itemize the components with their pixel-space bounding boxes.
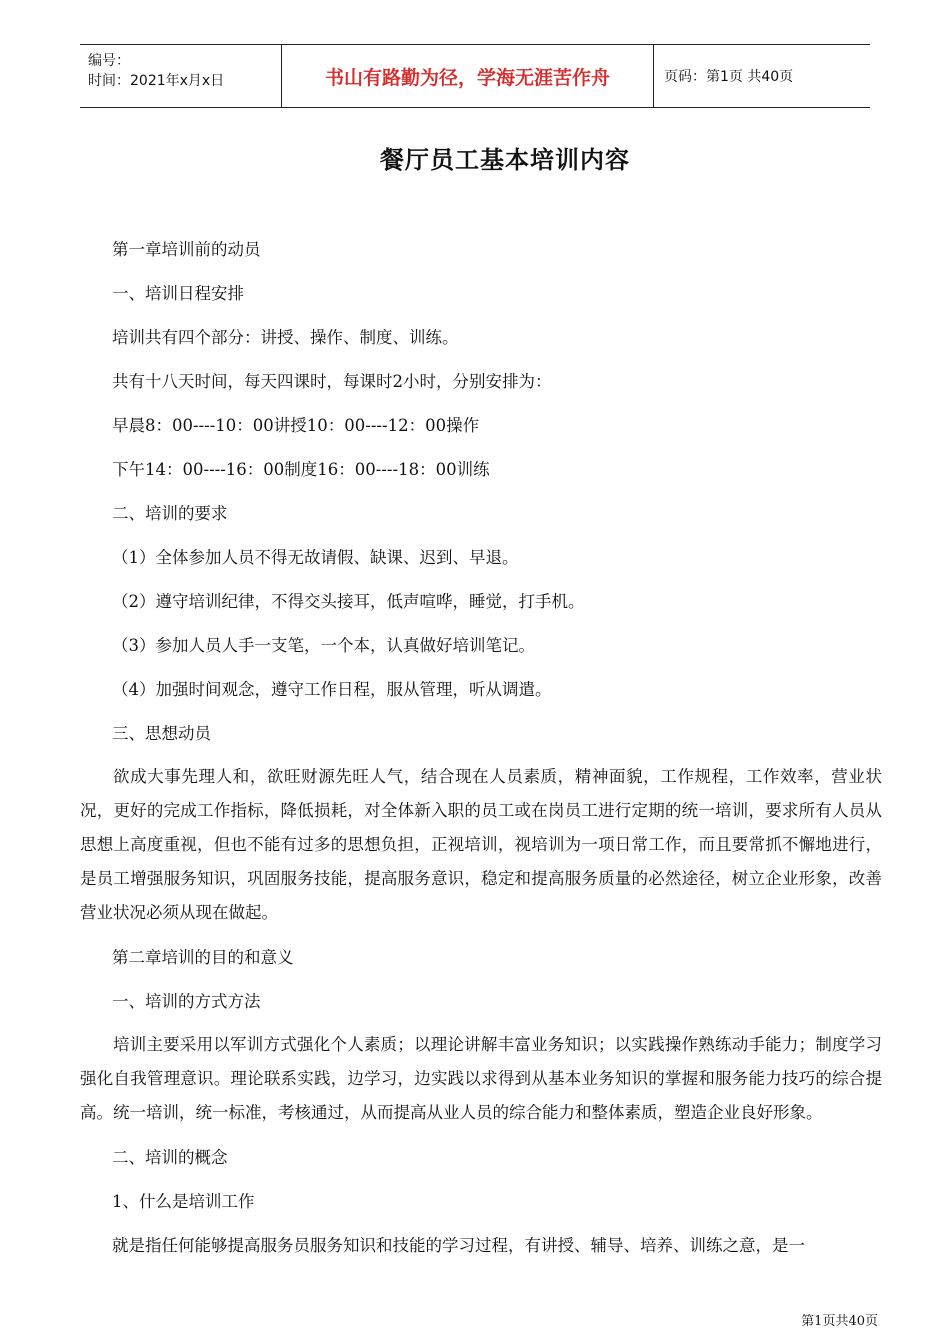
list-item: （1）全体参加人员不得无故请假、缺课、迟到、早退。 <box>112 548 519 567</box>
section-heading: 一、培训的方式方法 <box>112 992 261 1011</box>
body-line: 就是指任何能够提高服务员服务知识和技能的学习过程，有讲授、辅导、培养、训练之意，是一 <box>112 1236 805 1255</box>
paragraph: 培训主要采用以军训方式强化个人素质；以理论讲解丰富业务知识；以实践操作熟练动手能力；制度学习强化自我管理意识。理论联系实践，边学习，边实践以求得到从基本业务知识的掌握和服务能力技巧的综合提高。统一培训，统一标准，考核通过，从而提高从业人员的综合能力和整体素质，塑造企业良好形象。 <box>80 1035 882 1122</box>
body-line: 共有十八天时间，每天四课时，每课时2小时，分别安排为： <box>112 372 552 391</box>
section-heading: 二、培训的要求 <box>112 504 228 523</box>
section-heading: 三、思想动员 <box>112 724 211 743</box>
body-line: 早晨8：00----10：00讲授10：00----12：00操作 <box>112 416 480 435</box>
section-heading: 二、培训的概念 <box>112 1148 228 1167</box>
list-item: （2）遵守培训纪律，不得交头接耳，低声喧哗，睡觉，打手机。 <box>112 592 585 611</box>
header-motto: 书山有路勤为径，学海无涯苦作舟 <box>282 45 654 107</box>
document-header <box>80 44 870 108</box>
chapter-heading: 第一章培训前的动员 <box>112 240 261 259</box>
section-heading: 一、培训日程安排 <box>112 284 244 303</box>
chapter-heading: 第二章培训的目的和意义 <box>112 948 294 967</box>
list-item: （3）参加人员人手一支笔，一个本，认真做好培训笔记。 <box>112 636 535 655</box>
header-page-info: 页码：第1页 共40页 <box>664 69 794 85</box>
page-footer: 第1页共40页 <box>801 1314 878 1329</box>
body-line: 下午14：00----16：00制度16：00----18：00训练 <box>112 460 490 479</box>
number-label: 编号： <box>88 53 130 69</box>
document-title: 餐厅员工基本培训内容 <box>380 146 630 174</box>
time-label: 时间：2021年x月x日 <box>88 73 225 89</box>
subsection-heading: 1、什么是培训工作 <box>112 1192 255 1211</box>
list-item: （4）加强时间观念，遵守工作日程，服从管理，听从调遣。 <box>112 680 552 699</box>
paragraph: 欲成大事先理人和，欲旺财源先旺人气，结合现在人员素质，精神面貌，工作规程，工作效率，营业状况，更好的完成工作指标，降低损耗，对全体新入职的员工或在岗员工进行定期的统一培训，要求所有人员从思想上高度重视，但也不能有过多的思想负担，正视培训，视培训为一项日常工作，而且要常抓不懈地进行，是员工增强服务知识，巩固服务技能，提高服务意识，稳定和提高服务质量的必然途径，树立企业形象，改善营业状况必须从现在做起。 <box>80 767 882 922</box>
header-meta <box>80 45 282 107</box>
document-body <box>80 232 882 1272</box>
body-line: 培训共有四个部分：讲授、操作、制度、训练。 <box>112 328 459 347</box>
